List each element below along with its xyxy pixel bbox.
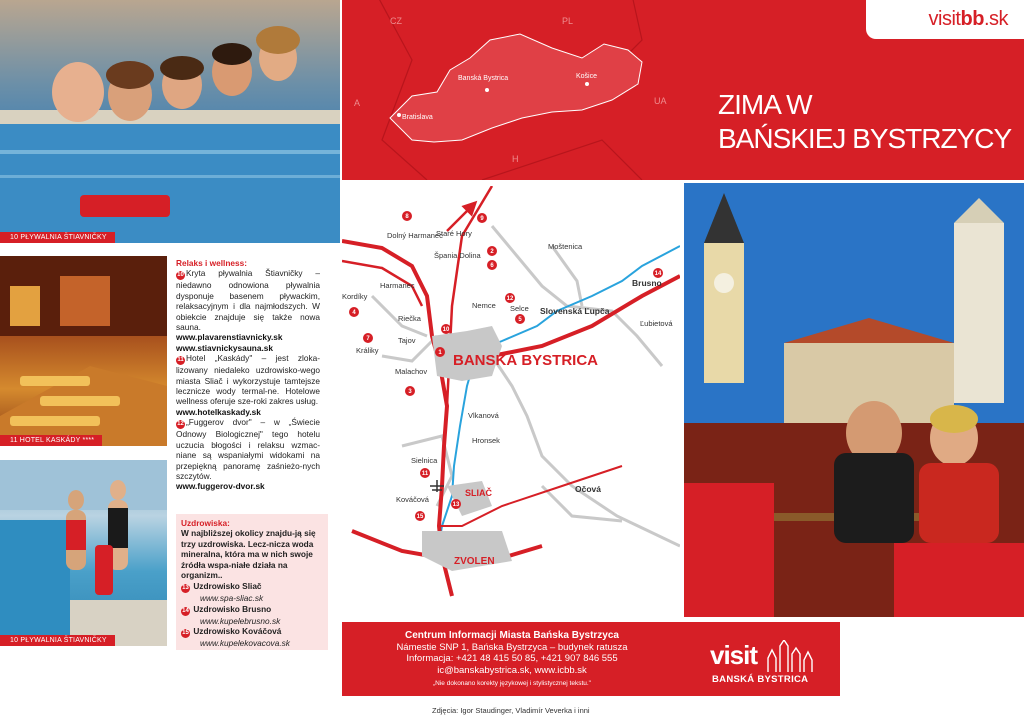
city-label: Košice (576, 73, 598, 80)
swimwear-illustration (0, 460, 167, 646)
pool-text: Kryta pływalnia Štiavničky – niedawno odnowiona pływalnia dysponuje basenem pływackim, relaksacyjnym i dla najmłodszych. W obiekcie znajduje się także nowa sauna. (176, 268, 320, 333)
town-label: Riečka (398, 314, 421, 323)
town-label: Staré Hory (436, 229, 472, 238)
marker-badge: 11 (177, 357, 184, 364)
marker-number: 9 (480, 216, 484, 222)
marker-number: 3 (408, 389, 412, 395)
swimwear-photo (0, 460, 167, 646)
marker-number: 5 (518, 317, 522, 323)
spa-item (181, 626, 323, 638)
spa-intro: W najbliższej okolicy znajdu-ją się trzy uzdrowiska. Lecz-nicza woda mineralna, która ma w nich swoje źródła wspa-niałe działa na organizm.. (181, 528, 316, 581)
hotel-description (176, 353, 320, 407)
main-city-label: BANSKÁ BYSTRICA (453, 352, 599, 369)
town-label: Slovenská Ľupča (540, 306, 610, 316)
town-label: Nemce (472, 301, 496, 310)
marker-number: 7 (366, 336, 370, 342)
pool-photo (0, 0, 340, 243)
spa-link[interactable]: www.spa-sliac.sk (200, 593, 264, 604)
marker-number: 4 (352, 310, 356, 316)
info-text (342, 630, 682, 690)
marker-number: 10 (442, 327, 450, 333)
info-email[interactable]: ic@banskabystrica.sk, www.icbb.sk (437, 664, 587, 676)
town-label: Očová (575, 484, 601, 494)
pool-description (176, 268, 320, 332)
town-label: Malachov (395, 367, 428, 376)
marker-number: 8 (405, 214, 409, 220)
marker-number: 13 (452, 502, 460, 508)
marker-number: 12 (506, 296, 514, 302)
wellness-heading: Relaks i wellness: (176, 258, 248, 268)
fuggerov-link[interactable]: www.fuggerov-dvor.sk (176, 481, 265, 492)
wellness-section (176, 258, 320, 492)
hotel-photo (0, 256, 167, 446)
town-label: SLIAČ (465, 488, 492, 498)
marker-badge: 10 (177, 272, 184, 279)
hotel-link[interactable]: www.hotelkaskady.sk (176, 406, 261, 417)
spa-name: Uzdrowisko Kováčová (193, 626, 282, 637)
country-label: UA (654, 96, 667, 106)
country-label: A (354, 98, 361, 108)
route-map (342, 186, 680, 616)
hotel-illustration (0, 256, 167, 446)
photo-caption: 11 HOTEL KASKÁDY **** (0, 435, 102, 446)
marker-number: 6 (490, 263, 494, 269)
town-label: ZVOLEN (454, 556, 495, 567)
spa-item (181, 581, 323, 593)
town-label: Hronsek (472, 436, 500, 445)
photo-caption: 10 PŁYWALNIA ŠTIAVNIČKY (0, 635, 115, 646)
headline (718, 88, 1011, 156)
spa-name: Uzdrowisko Sliač (193, 581, 262, 592)
photo-caption: 10 PŁYWALNIA ŠTIAVNIČKY (0, 232, 115, 243)
city-label: Bratislava (402, 114, 433, 121)
route-map-drawing (342, 186, 680, 616)
headline-line1: ZIMA W (718, 89, 812, 120)
marker-number: 14 (654, 271, 662, 277)
visit-word: visit (710, 640, 758, 670)
pool-illustration (0, 0, 340, 243)
city-label: Banská Bystrica (458, 75, 509, 82)
country-label: PL (562, 16, 574, 26)
visitbb-badge[interactable] (866, 0, 1024, 39)
square-illustration (684, 183, 1024, 617)
spa-name: Uzdrowisko Brusno (193, 603, 272, 614)
town-label: Harmanec (380, 281, 415, 290)
overview-map-panel (342, 0, 1024, 180)
spa-item (181, 604, 323, 616)
marker-number: 15 (416, 514, 424, 520)
hotel-text: Hotel „Kaskády" – jest zloka-lizowany niedaleko uzdrowisko-wego miasta Sliač i wykorzystuje tamtejsze lecznicze wody termal-ne. Hotelowe wellness oferuje sze-roki zakres usług. (176, 353, 320, 407)
marker-badge: 13 (182, 585, 189, 592)
marker-badge: 14 (182, 607, 189, 614)
town-label: Kováčová (396, 495, 429, 504)
town-label: Dolný Harmanec (387, 231, 443, 240)
fuggerov-text: „Fuggerov dvor" – w „Świecie Odnowy Biologicznej" tego hotelu uczucia błogości i relaksu wzmac-niane są wspaniałymi widokami na przepiękną panoramę zaśnieżo-nych szczytów. (176, 417, 320, 481)
info-phone: Informacja: +421 48 415 50 85, +421 907 846 555 (406, 653, 618, 664)
fuggerov-description (176, 417, 320, 481)
spa-link[interactable]: www.kupelebrusno.sk (200, 615, 281, 626)
spa-link[interactable]: www.kupelekovacova.sk (200, 638, 290, 649)
town-label: Kordíky (342, 292, 368, 301)
town-label: Ľubietová (640, 319, 673, 328)
square-photo (684, 183, 1024, 617)
info-title: Centrum Informacji Miasta Bańska Bystrzyca (405, 630, 619, 641)
info-note: „Nie dokonano korekty językowej i stylistycznej tekstu." (432, 680, 591, 687)
skyline-icon (766, 640, 816, 674)
pool-link[interactable]: www.plavarenstiavnicky.sk (176, 332, 283, 343)
spa-box (176, 514, 328, 650)
town-label: Vlkanová (468, 411, 499, 420)
town-label: Brusno (632, 278, 662, 288)
logo-bold: bb (960, 8, 984, 30)
visit-city: BANSKÁ BYSTRICA (712, 674, 809, 685)
country-label: H (512, 154, 519, 164)
town-label: Špania Dolina (434, 251, 481, 260)
sauna-link[interactable]: www.stiavnickysauna.sk (176, 342, 273, 353)
country-label: CZ (390, 16, 402, 26)
marker-badge: 15 (182, 630, 189, 637)
info-address: Námestie SNP 1, Bańska Bystrzyca – budynek ratusza (396, 641, 628, 653)
marker-badge: 12 (177, 421, 184, 428)
marker-number: 1 (438, 350, 442, 356)
logo-suffix: .sk (983, 8, 1008, 30)
headline-line2: BAŃSKIEJ BYSTRZYCY (718, 123, 1012, 154)
town-label: Selce (510, 304, 529, 313)
logo-prefix: visit (928, 8, 961, 30)
info-bar (342, 622, 840, 696)
town-label: Králiky (356, 346, 379, 355)
town-label: Tajov (398, 336, 416, 345)
spa-heading: Uzdrowiska: (181, 518, 230, 528)
photo-credits: Zdjęcia: Igor Staudinger, Vladimír Veverka i inni (432, 706, 590, 715)
town-label: Moštenica (548, 242, 583, 251)
visit-banska-bystrica-logo (710, 640, 820, 686)
town-label: Sielnica (411, 456, 438, 465)
marker-number: 11 (421, 471, 429, 477)
visitbb-logo[interactable] (929, 8, 1008, 31)
marker-number: 2 (490, 249, 494, 255)
